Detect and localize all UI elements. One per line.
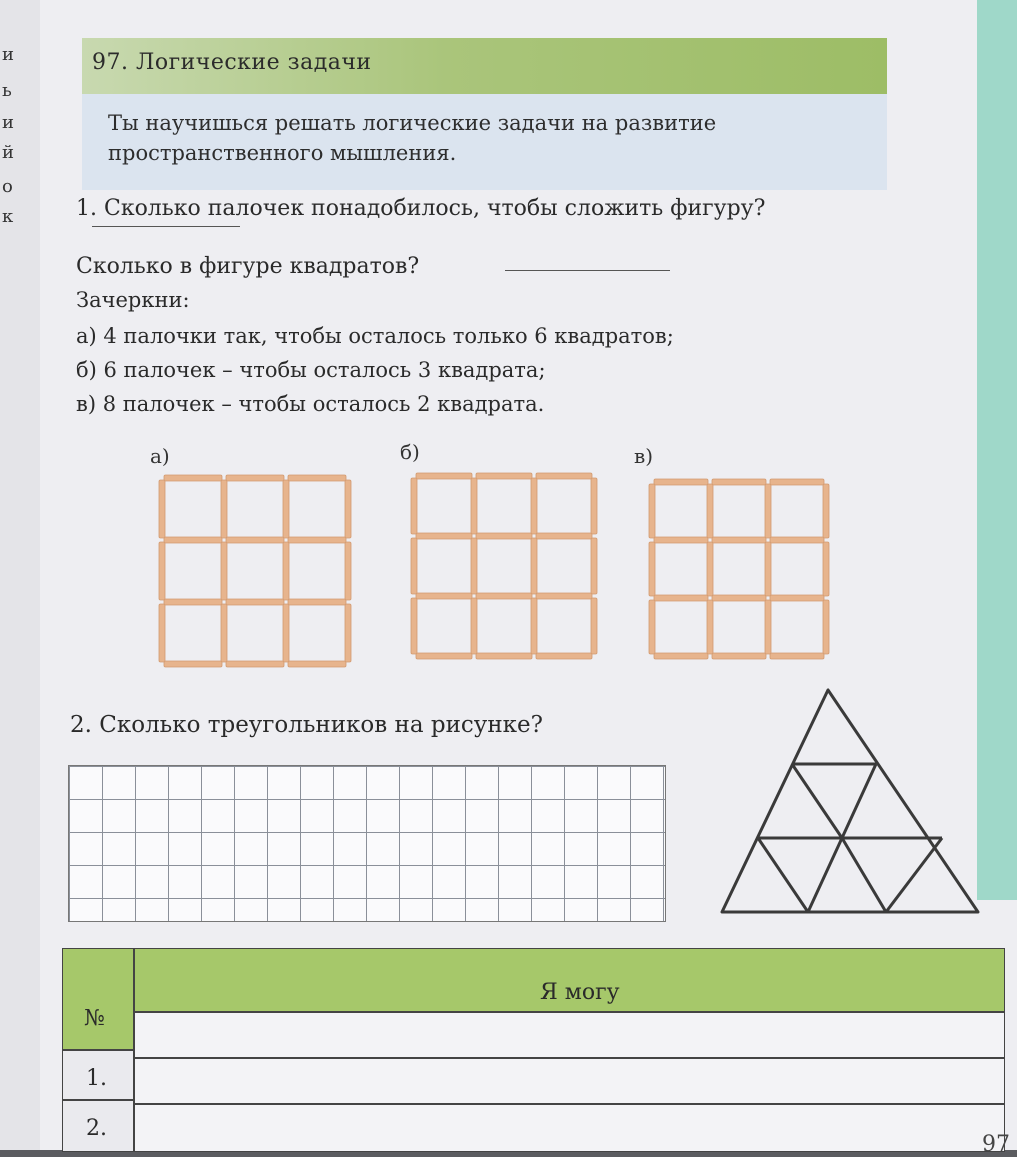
- matchstick[interactable]: [707, 600, 713, 654]
- matchstick[interactable]: [654, 479, 708, 485]
- matchstick[interactable]: [476, 473, 532, 479]
- matchstick[interactable]: [770, 595, 824, 601]
- matchstick[interactable]: [471, 538, 477, 594]
- matchstick[interactable]: [159, 604, 165, 662]
- page-number: 97: [982, 1132, 1010, 1157]
- prev-page-letter: и: [2, 112, 14, 133]
- prev-page-letter: й: [2, 142, 14, 163]
- lesson-intro: [108, 108, 868, 168]
- task2-question: 2. Сколько треугольников на рисунке?: [70, 712, 543, 738]
- matchstick[interactable]: [164, 537, 222, 543]
- prev-page-letter: ь: [2, 80, 12, 101]
- matchstick[interactable]: [765, 484, 771, 538]
- triangle-line: [758, 838, 808, 912]
- matchstick[interactable]: [164, 661, 222, 667]
- matchstick[interactable]: [471, 478, 477, 534]
- matchstick[interactable]: [221, 542, 227, 600]
- matchstick[interactable]: [531, 598, 537, 654]
- figure-label-b: б): [400, 440, 420, 464]
- intro-line: пространственного мышления.: [108, 141, 457, 165]
- triangle-line: [842, 764, 876, 838]
- answer-line-squares[interactable]: [505, 270, 670, 271]
- answer-cell-grid[interactable]: [68, 765, 666, 922]
- lesson-title: 97. Логические задачи: [92, 50, 372, 75]
- table-row-number: 2.: [86, 1116, 107, 1141]
- matchstick[interactable]: [823, 542, 829, 596]
- intro-line: Ты научишься решать логические задачи на развитие: [108, 111, 717, 135]
- matchstick[interactable]: [823, 600, 829, 654]
- matchstick[interactable]: [416, 533, 472, 539]
- matchstick[interactable]: [411, 538, 417, 594]
- cross-out-label: Зачеркни:: [76, 288, 190, 312]
- stick-grid-c[interactable]: [646, 476, 838, 662]
- matchstick[interactable]: [536, 593, 592, 599]
- matchstick[interactable]: [345, 542, 351, 600]
- task1-item-a: а) 4 палочки так, чтобы осталось только 6 квадратов;: [76, 324, 674, 348]
- matchstick[interactable]: [288, 475, 346, 481]
- matchstick[interactable]: [531, 538, 537, 594]
- matchstick[interactable]: [649, 542, 655, 596]
- matchstick[interactable]: [476, 533, 532, 539]
- matchstick[interactable]: [712, 653, 766, 659]
- matchstick[interactable]: [591, 478, 597, 534]
- matchstick[interactable]: [591, 598, 597, 654]
- matchstick[interactable]: [712, 537, 766, 543]
- matchstick[interactable]: [476, 593, 532, 599]
- matchstick[interactable]: [288, 599, 346, 605]
- matchstick[interactable]: [226, 537, 284, 543]
- matchstick[interactable]: [649, 600, 655, 654]
- matchstick[interactable]: [707, 484, 713, 538]
- matchstick[interactable]: [591, 538, 597, 594]
- prev-page-letter: о: [2, 176, 13, 197]
- stick-grid-a[interactable]: [156, 472, 356, 668]
- matchstick[interactable]: [416, 653, 472, 659]
- triangle-line: [842, 838, 886, 912]
- matchstick[interactable]: [471, 598, 477, 654]
- table-row-number: 1.: [86, 1066, 107, 1091]
- figure-label-a: а): [150, 444, 170, 468]
- matchstick[interactable]: [712, 479, 766, 485]
- matchstick[interactable]: [345, 480, 351, 538]
- matchstick[interactable]: [765, 600, 771, 654]
- task1-item-b: б) 6 палочек – чтобы осталось 3 квадрата;: [76, 358, 546, 382]
- matchstick[interactable]: [765, 542, 771, 596]
- triangle-line: [808, 838, 842, 912]
- triangle-figure: [716, 684, 986, 920]
- triangle-outline: [722, 690, 978, 912]
- table-row-blank[interactable]: [134, 1012, 1005, 1058]
- matchstick[interactable]: [649, 484, 655, 538]
- task1-item-c: в) 8 палочек – чтобы осталось 2 квадрата.: [76, 392, 545, 416]
- triangle-line: [792, 764, 842, 838]
- matchstick[interactable]: [654, 595, 708, 601]
- matchstick[interactable]: [221, 480, 227, 538]
- matchstick[interactable]: [416, 473, 472, 479]
- matchstick[interactable]: [411, 478, 417, 534]
- table-header-number: [62, 948, 134, 1050]
- matchstick[interactable]: [159, 542, 165, 600]
- matchstick[interactable]: [411, 598, 417, 654]
- matchstick[interactable]: [288, 537, 346, 543]
- matchstick[interactable]: [288, 661, 346, 667]
- matchstick[interactable]: [416, 593, 472, 599]
- matchstick[interactable]: [654, 537, 708, 543]
- matchstick[interactable]: [159, 480, 165, 538]
- matchstick[interactable]: [283, 480, 289, 538]
- answer-line-sticks[interactable]: [92, 226, 240, 227]
- previous-page-edge: [0, 0, 40, 1150]
- matchstick[interactable]: [164, 475, 222, 481]
- triangle-line: [886, 838, 942, 912]
- prev-page-letter: к: [2, 206, 14, 227]
- matchstick[interactable]: [536, 653, 592, 659]
- matchstick[interactable]: [536, 473, 592, 479]
- matchstick[interactable]: [770, 653, 824, 659]
- table-row-1[interactable]: [134, 1058, 1005, 1104]
- matchstick[interactable]: [712, 595, 766, 601]
- table-header-number-label: №: [84, 1006, 105, 1031]
- matchstick[interactable]: [654, 653, 708, 659]
- table-header-can-label: Я могу: [540, 980, 620, 1005]
- matchstick[interactable]: [164, 599, 222, 605]
- table-row-2[interactable]: [134, 1104, 1005, 1152]
- matchstick[interactable]: [536, 533, 592, 539]
- stick-grid-b[interactable]: [408, 470, 608, 664]
- matchstick[interactable]: [476, 653, 532, 659]
- task1-question: 1. Сколько палочек понадобилось, чтобы сложить фигуру?: [76, 196, 766, 221]
- matchstick[interactable]: [770, 537, 824, 543]
- task1-squares-question: Сколько в фигуре квадратов?: [76, 254, 420, 279]
- matchstick[interactable]: [770, 479, 824, 485]
- matchstick[interactable]: [221, 604, 227, 662]
- matchstick[interactable]: [823, 484, 829, 538]
- matchstick[interactable]: [707, 542, 713, 596]
- matchstick[interactable]: [531, 478, 537, 534]
- matchstick[interactable]: [345, 604, 351, 662]
- matchstick[interactable]: [226, 661, 284, 667]
- matchstick[interactable]: [226, 599, 284, 605]
- matchstick[interactable]: [283, 604, 289, 662]
- prev-page-letter: и: [2, 44, 14, 65]
- matchstick[interactable]: [283, 542, 289, 600]
- matchstick[interactable]: [226, 475, 284, 481]
- figure-label-c: в): [634, 444, 654, 468]
